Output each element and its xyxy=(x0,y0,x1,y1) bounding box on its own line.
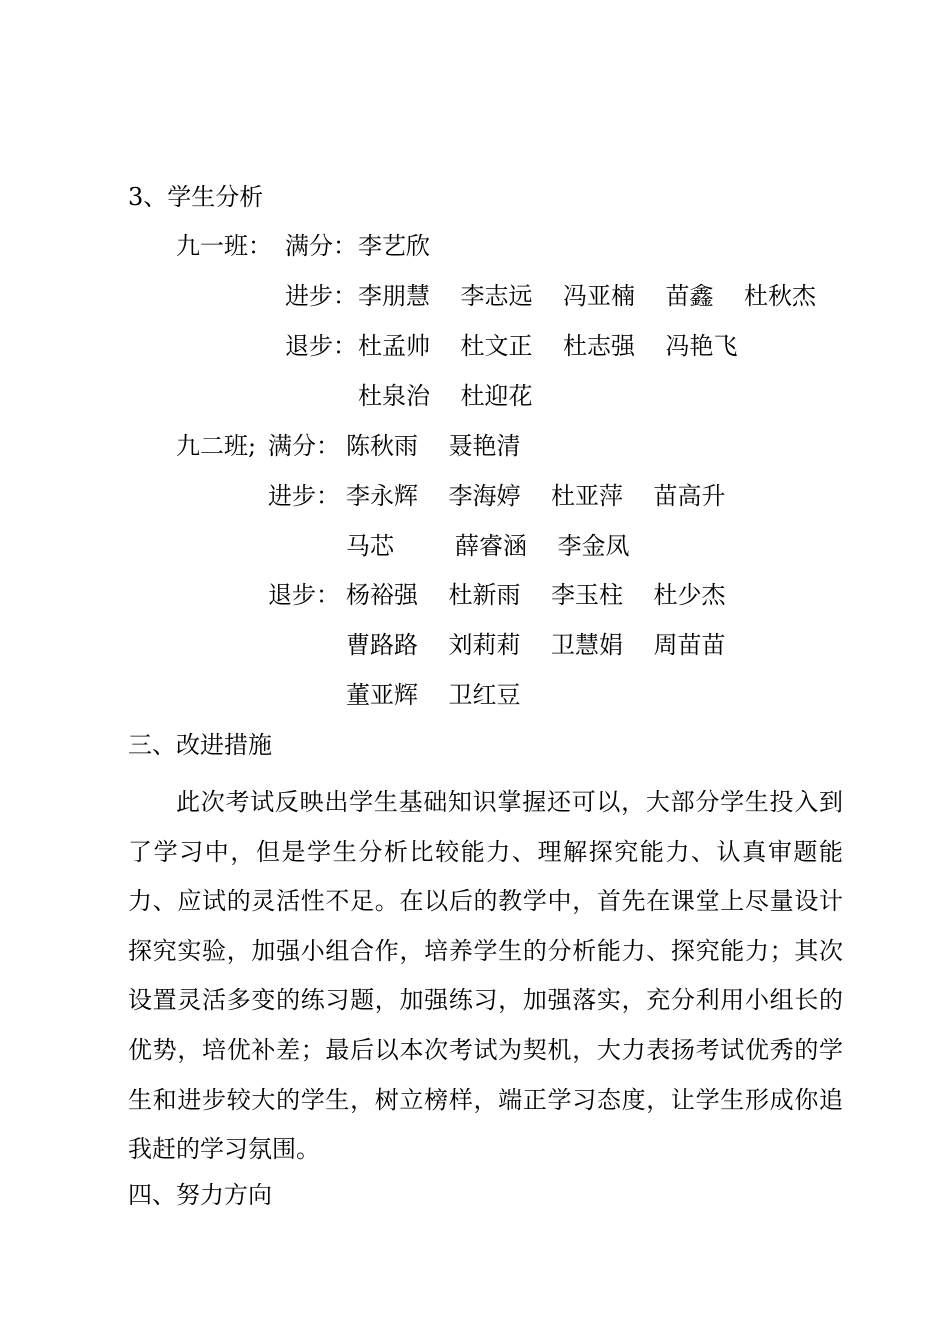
section-three-heading: 三、改进措施 xyxy=(128,731,272,759)
class-9-1-regress-label: 退步： xyxy=(285,332,357,360)
class-9-1-progress-names: 李朋慧 李志远 冯亚楠 苗鑫 杜秋杰 xyxy=(358,282,817,310)
class-9-2-progress-names-line2: 马芯 薛睿涵 李金凤 xyxy=(346,532,630,560)
class-9-2-progress-names-line1: 李永辉 李海婷 杜亚萍 苗高升 xyxy=(346,482,726,510)
section-four-heading: 四、努力方向 xyxy=(128,1181,272,1209)
class-9-1-regress-names-line1: 杜孟帅 杜文正 杜志强 冯艳飞 xyxy=(358,332,738,360)
class-9-1-full-score-names: 李艺欣 xyxy=(358,232,430,260)
class-9-1-progress-label: 进步： xyxy=(285,282,357,310)
section-three-paragraph: 此次考试反映出学生基础知识掌握还可以，大部分学生投入到了学习中，但是学生分析比较能力、理解探究能力、认真审题能力、应试的灵活性不足。在以后的教学中，首先在课堂上尽量设计探究实验，加强小组合作，培养学生的分析能力、探究能力；其次设置灵活多变的练习题，加强练习，加强落实，充分利用小组长的优势，培优补差；最后以本次考试为契机，大力表扬考试优秀的学生和进步较大的学生，树立榜样，端正学习态度，让学生形成你追我赶的学习氛围。 xyxy=(128,788,843,1164)
class-9-2-regress-names-line1: 杨裕强 杜新雨 李玉柱 杜少杰 xyxy=(346,581,726,609)
class-9-2-regress-names-line2: 曹路路 刘莉莉 卫慧娟 周苗苗 xyxy=(346,631,726,659)
class-9-2-progress-label: 进步： xyxy=(268,482,340,510)
class-9-2-full-score-names: 陈秋雨 聂艳清 xyxy=(346,432,521,460)
class-9-2-regress-names-line3: 董亚辉 卫红豆 xyxy=(346,681,521,709)
class-9-1-label: 九一班： xyxy=(176,232,272,260)
section-3-heading: 3、学生分析 xyxy=(128,183,264,211)
class-9-2-full-score-label: 满分： xyxy=(268,432,340,460)
class-9-1-regress-names-line2: 杜泉治 杜迎花 xyxy=(358,382,533,410)
class-9-2-regress-label: 退步： xyxy=(268,581,340,609)
class-9-2-label: 九二班; xyxy=(176,432,257,460)
class-9-1-full-score-label: 满分： xyxy=(285,232,357,260)
